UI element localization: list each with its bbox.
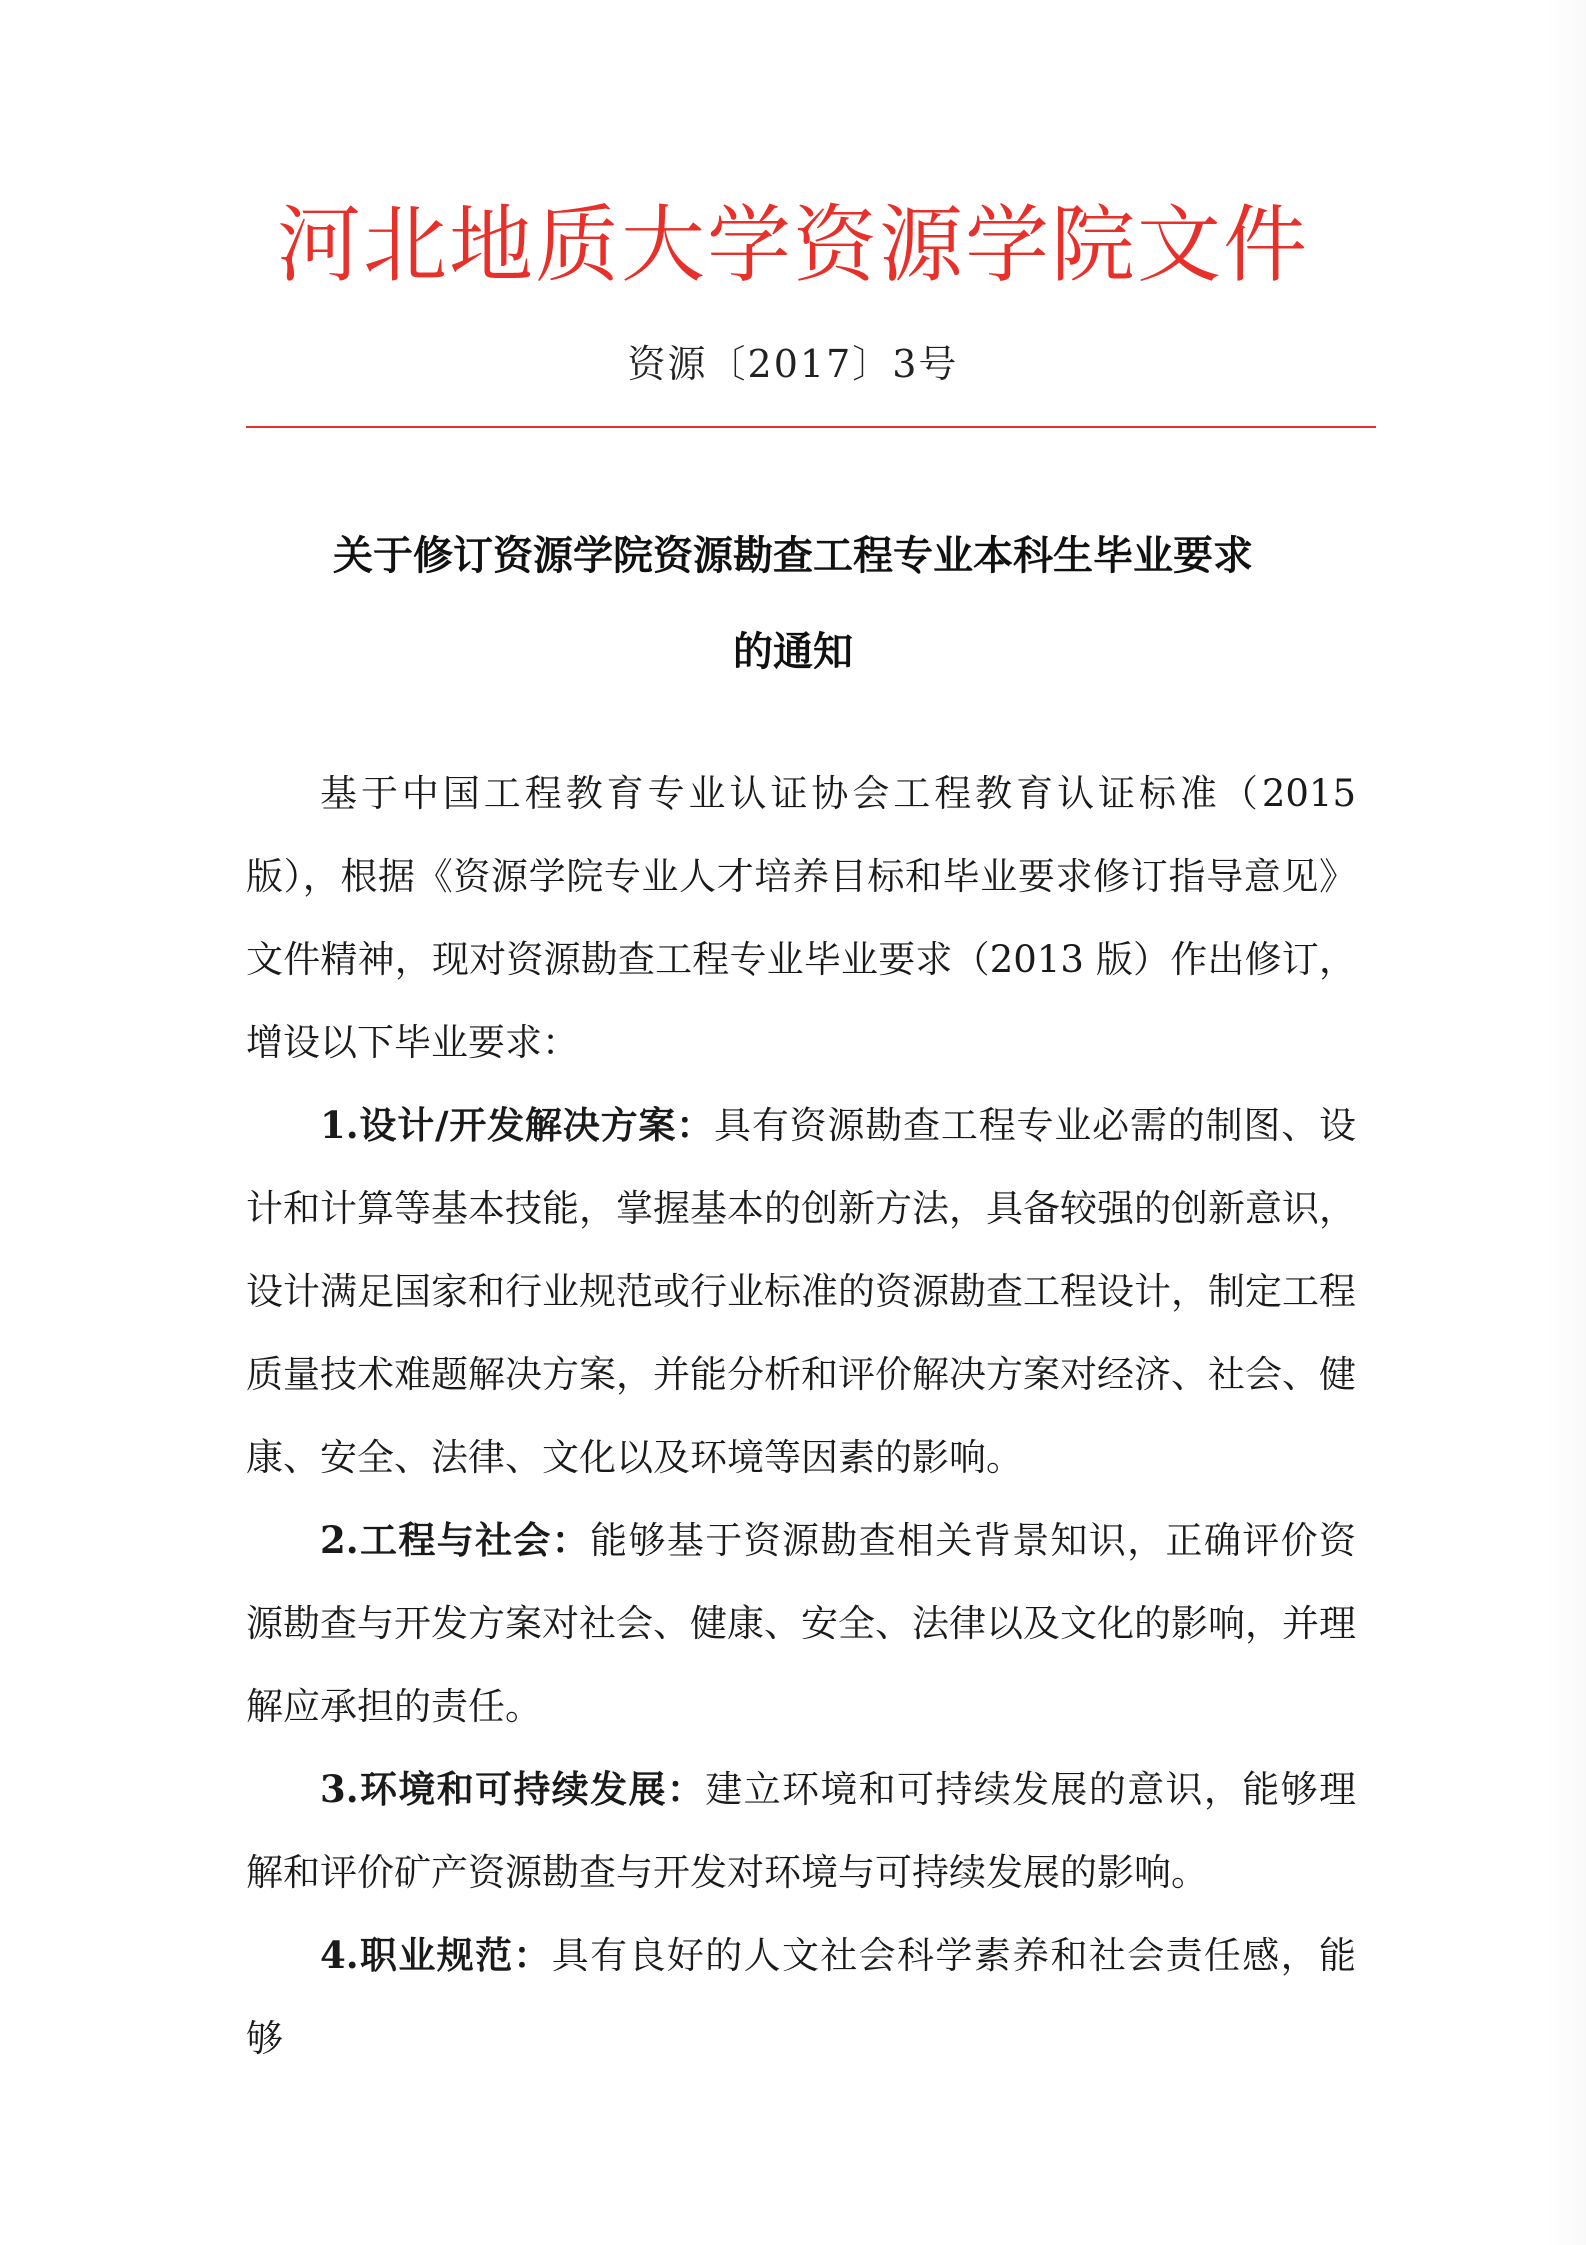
requirement-item-2 — [246, 1499, 1356, 1748]
notice-title-line-1: 关于修订资源学院资源勘查工程专业本科生毕业要求 — [333, 533, 1253, 579]
requirement-item-3-text: 建立环境和可持续发展的意识，能够理解和评价矿产资源勘查与开发对环境与可持续发展的影响。 — [246, 1768, 1356, 1894]
requirement-item-2-text: 能够基于资源勘查相关背景知识，正确评价资源勘查与开发方案对社会、健康、安全、法律以及文化的影响，并理解应承担的责任。 — [246, 1519, 1356, 1728]
org-header-title: 河北地质大学资源学院文件 — [276, 196, 1309, 294]
red-divider-line — [246, 426, 1376, 428]
intro-paragraph: 基于中国工程教育专业认证协会工程教育认证标准（2015 版），根据《资源学院专业人才培养目标和毕业要求修订指导意见》文件精神，现对资源勘查工程专业毕业要求（2013 版）作出修订，增设以下毕业要求： — [246, 772, 1356, 1064]
requirement-item-1-lead: 1.设计/开发解决方案： — [320, 1103, 715, 1147]
requirement-item-2-lead: 2.工程与社会： — [320, 1518, 591, 1562]
document-number: 资源〔2017〕3号 — [627, 342, 959, 386]
requirement-item-4-text: 具有良好的人文社会科学素养和社会责任感，能够 — [246, 1934, 1356, 2060]
requirement-item-4 — [246, 1914, 1356, 2080]
notice-title — [0, 508, 1586, 700]
requirement-item-1-text: 具有资源勘查工程专业必需的制图、设计和计算等基本技能，掌握基本的创新方法，具备较强的创新意识，设计满足国家和行业规范或行业标准的资源勘查工程设计，制定工程质量技术难题解决方案，并能分析和评价解决方案对经济、社会、健康、安全、法律、文化以及环境等因素的影响。 — [246, 1104, 1356, 1479]
notice-body — [246, 752, 1356, 2080]
requirement-item-1 — [246, 1084, 1356, 1499]
notice-title-line-2: 的通知 — [733, 629, 853, 675]
requirement-item-3 — [246, 1748, 1356, 1914]
requirement-item-3-lead: 3.环境和可持续发展： — [320, 1767, 706, 1811]
requirement-item-4-lead: 4.职业规范： — [320, 1933, 552, 1977]
scan-shadow-edge — [1546, 0, 1586, 2245]
